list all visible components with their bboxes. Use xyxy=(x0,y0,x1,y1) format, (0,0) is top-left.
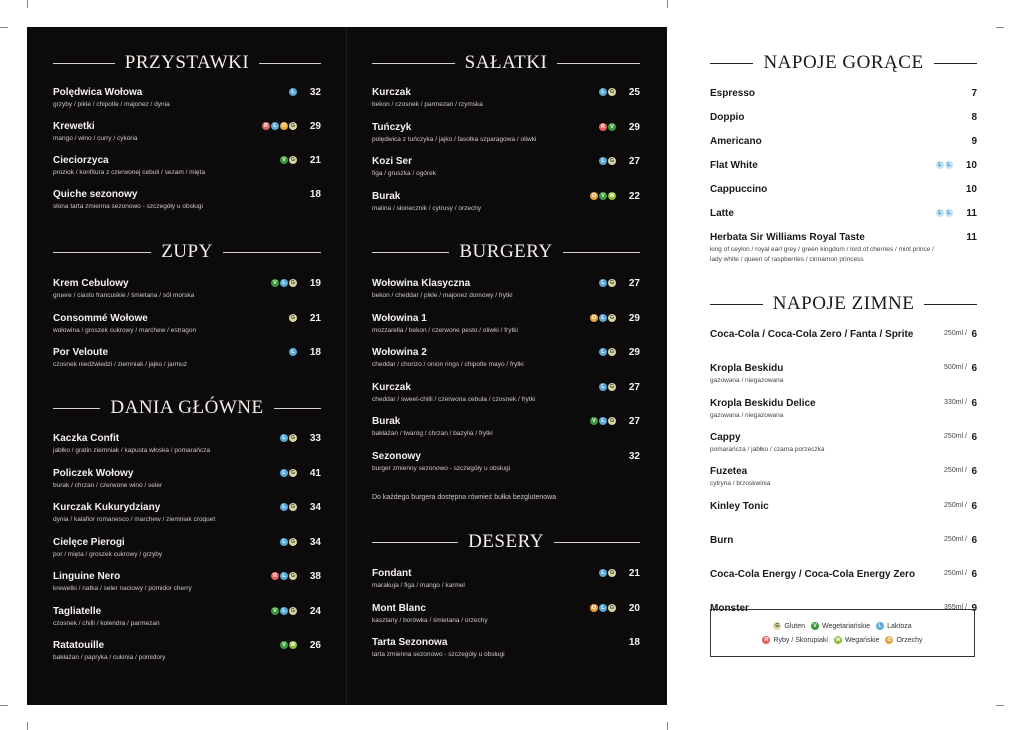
vegetarian-icon: V xyxy=(280,641,288,649)
item-price: 6 xyxy=(971,397,977,409)
menu-item xyxy=(372,313,640,335)
item-price: 10 xyxy=(965,160,977,171)
section-title: DANIA GŁÓWNE xyxy=(110,397,264,418)
section-title: BURGERY xyxy=(459,241,553,262)
lactose-icon: L xyxy=(599,417,607,425)
menu-item xyxy=(372,122,640,144)
item-name: Cappy xyxy=(710,431,741,443)
allergen-icons xyxy=(599,383,616,391)
item-price: 6 xyxy=(971,569,977,581)
gluten-icon: G xyxy=(609,570,615,576)
drink-item xyxy=(710,363,977,385)
lactose-icon: L xyxy=(289,348,297,356)
gluten-icon: G xyxy=(609,158,615,164)
menu-item xyxy=(53,189,321,211)
item-price: 29 xyxy=(628,347,640,358)
menu-item xyxy=(53,313,321,335)
lactose-icon: L xyxy=(936,161,944,169)
gluten-icon: G xyxy=(609,314,615,321)
item-name: Herbata Sir Williams Royal Taste xyxy=(710,232,865,243)
item-price: 7 xyxy=(971,88,977,99)
section-salatki xyxy=(372,51,640,212)
item-description: king of ceylon / royal earl grey / green kingdom / lord of cherries / mint prince / xyxy=(710,246,934,253)
lactose-icon: L xyxy=(936,209,944,217)
menu-item xyxy=(53,571,321,593)
menu-item xyxy=(372,451,640,473)
item-description: pomarańcza / jabłko / czarna porzeczka xyxy=(710,445,825,453)
item-price: 29 xyxy=(309,121,321,132)
item-description: malina / słonecznik / cytrusy / orzechy xyxy=(372,204,482,212)
nuts-icon: O xyxy=(591,192,597,199)
section-desery xyxy=(372,530,640,658)
lactose-icon: L xyxy=(599,569,607,577)
item-name: Krewetki xyxy=(53,121,95,132)
gluten-icon: G xyxy=(290,157,296,163)
item-name: Fondant xyxy=(372,568,412,579)
item-name: Kurczak xyxy=(372,381,411,393)
nuts-icon: O xyxy=(887,637,892,643)
item-name: Kinley Tonic xyxy=(710,500,769,512)
menu-item xyxy=(372,156,640,178)
menu-item xyxy=(710,232,977,264)
item-volume: 250ml / xyxy=(944,501,967,509)
item-price: 10 xyxy=(965,184,977,195)
menu-item xyxy=(710,112,977,124)
menu-item xyxy=(372,278,640,300)
menu-item xyxy=(372,603,640,625)
legend-label: Wegańskie xyxy=(844,636,880,644)
section-title: PRZYSTAWKI xyxy=(124,52,250,73)
allergen-icons xyxy=(280,434,297,442)
lactose-icon: L xyxy=(271,122,279,130)
item-name: Fuzetea xyxy=(710,466,748,478)
item-description: gruere / ciasto francuskie / śmietana / sól morska xyxy=(53,292,195,299)
item-description: mango / wino / curry / cykoria xyxy=(53,135,138,142)
item-description: lady white / queen of raspberries / cinnamon princess xyxy=(710,256,864,263)
item-price: 6 xyxy=(971,329,977,340)
item-volume: 355ml / xyxy=(944,604,967,612)
allergen-icons xyxy=(280,156,297,164)
item-description: burak / chrzan / czerwone wino / seler xyxy=(53,481,163,489)
drink-item xyxy=(710,501,977,513)
menu-item xyxy=(710,136,977,148)
gluten-icon: G xyxy=(290,123,296,129)
item-price: 27 xyxy=(628,381,640,393)
legend-label: Wegetariańskie xyxy=(821,622,871,630)
item-price: 21 xyxy=(309,312,321,324)
allergen-icons xyxy=(590,192,616,200)
item-price: 11 xyxy=(966,232,977,243)
item-description: gazowana / niegazowana xyxy=(710,411,784,419)
allergen-icons xyxy=(271,607,297,615)
item-price: 22 xyxy=(628,190,640,202)
item-name: Burak xyxy=(372,416,401,427)
item-price: 33 xyxy=(309,433,321,444)
lactose-icon: L xyxy=(876,622,884,630)
item-description: polędwica z tuńczyka / jajko / fasolka szparagowa / oliwki xyxy=(372,135,537,143)
allergen-icons xyxy=(599,88,616,96)
lactose-icon: L xyxy=(599,314,607,322)
item-name: Cappuccino xyxy=(710,184,768,195)
section-title: DESERY xyxy=(468,531,544,552)
legend-label: Orzechy xyxy=(896,636,923,644)
legend-label: Ryby / Skorupiaki xyxy=(773,636,828,644)
item-volume: 250ml / xyxy=(944,467,967,475)
allergen-icons xyxy=(599,348,616,356)
crop-mark xyxy=(996,27,1004,28)
menu-item xyxy=(53,87,321,109)
allergen-icons xyxy=(599,569,616,577)
item-price: 19 xyxy=(309,278,321,289)
item-price: 9 xyxy=(971,603,977,615)
item-description: cytryna / brzoskwinia xyxy=(710,480,771,488)
item-description: wołowina / groszek cukrowy / marchew / estragon xyxy=(53,326,197,334)
item-name: Cieciorzyca xyxy=(53,155,109,166)
item-price: 11 xyxy=(966,208,977,219)
lactose-icon: L xyxy=(280,572,288,580)
vegan-icon: W xyxy=(835,637,841,643)
item-description: bakłażan / papryka / cukinia / pomidory xyxy=(53,654,166,661)
vegetarian-icon: V xyxy=(599,192,607,200)
vegetarian-icon: V xyxy=(608,123,616,131)
drink-item xyxy=(710,398,977,420)
menu-item xyxy=(372,191,640,213)
item-price: 18 xyxy=(309,347,321,358)
legend-label: Gluten xyxy=(784,622,805,630)
item-description: czosnek niedźwiedzi / ziemniak / jajko / jarmuż xyxy=(53,361,188,368)
page-fold xyxy=(346,27,347,705)
gluten-icon: G xyxy=(290,469,296,476)
vegan-icon: W xyxy=(290,642,296,648)
item-name: Kaczka Confit xyxy=(53,433,120,444)
item-name: Consommé Wołowe xyxy=(53,312,148,324)
item-volume: 250ml / xyxy=(944,535,967,543)
vegan-icon: W xyxy=(609,192,615,199)
section-napoje-zimne xyxy=(710,292,977,615)
nuts-icon: O xyxy=(591,604,597,611)
item-name: Kropla Beskidu Delice xyxy=(710,397,816,409)
item-description: grzyby / pikle / chipotle / majonez / dynia xyxy=(53,101,170,108)
item-volume: 250ml / xyxy=(944,432,967,440)
allergen-icons xyxy=(590,604,616,612)
gluten-icon: G xyxy=(290,314,296,321)
fish-icon: R xyxy=(262,122,270,130)
item-price: 18 xyxy=(309,189,321,200)
item-price: 24 xyxy=(309,605,321,617)
section-title: NAPOJE GORĄCE xyxy=(763,52,924,73)
menu-item xyxy=(53,468,321,490)
item-description: czosnek / chilli / kolendra / parmezan xyxy=(53,619,160,627)
item-name: Krem Cebulowy xyxy=(53,278,129,289)
menu-item xyxy=(53,640,321,662)
lactose-icon: L xyxy=(280,469,288,477)
lactose-icon: L xyxy=(599,157,607,165)
item-description: proziok / konfitura z czerwonej cebuli / sezam / mięta xyxy=(53,169,206,176)
item-name: Kropla Beskidu xyxy=(710,363,784,375)
menu-item xyxy=(710,160,977,172)
vegetarian-icon: V xyxy=(811,622,819,630)
vegetarian-icon: V xyxy=(271,279,279,287)
gluten-icon: G xyxy=(290,607,296,614)
item-name: Kurczak xyxy=(372,87,411,98)
item-description: mozzarella / bekon / czerwone pesto / oliwki / frytki xyxy=(372,326,518,334)
item-name: Americano xyxy=(710,136,762,147)
menu-item xyxy=(710,88,977,100)
section-zupy xyxy=(53,240,321,368)
gluten-icon: G xyxy=(609,349,615,355)
item-name: Cielęce Pierogi xyxy=(53,536,125,548)
menu-item xyxy=(710,208,977,220)
item-name: Monster xyxy=(710,603,749,615)
item-price: 34 xyxy=(309,502,321,513)
allergen-icons xyxy=(599,123,616,131)
gluten-icon: G xyxy=(609,383,615,390)
item-name: Wołowina Klasyczna xyxy=(372,278,471,289)
menu-item xyxy=(372,416,640,438)
lactose-icon: L xyxy=(945,161,953,169)
item-description: krewetki / natka / seler naciowy / pomidor cherry xyxy=(53,585,192,592)
item-price: 29 xyxy=(628,121,640,133)
menu-item xyxy=(53,537,321,559)
burger-note: Do każdego burgera dostępna również bułka bezglutenowa xyxy=(372,494,557,501)
drink-item xyxy=(710,432,977,454)
gluten-icon: G xyxy=(609,280,615,286)
item-price: 41 xyxy=(309,467,321,479)
crop-mark xyxy=(996,705,1004,706)
section-title: SAŁATKI xyxy=(464,52,548,73)
section-burgery xyxy=(372,240,640,501)
lactose-icon: L xyxy=(599,88,607,96)
gluten-icon: G xyxy=(290,435,296,441)
item-name: Burn xyxy=(710,534,734,546)
legend-label: Laktoza xyxy=(887,622,912,630)
item-price: 20 xyxy=(628,602,640,614)
allergen-icons xyxy=(289,314,297,322)
item-description: marakuja / figa / mango / karmel xyxy=(372,582,465,589)
drink-item xyxy=(710,466,977,488)
item-description: por / mięta / groszek cukrowy / grzyby xyxy=(53,550,163,558)
allergen-icons xyxy=(590,314,616,322)
crop-mark xyxy=(667,722,668,730)
section-title: NAPOJE ZIMNE xyxy=(772,293,915,314)
lactose-icon: L xyxy=(280,538,288,546)
menu-item xyxy=(372,568,640,590)
item-price: 27 xyxy=(628,416,640,427)
lactose-icon: L xyxy=(599,279,607,287)
lactose-icon: L xyxy=(945,209,953,217)
allergen-icons xyxy=(936,161,953,169)
menu-item xyxy=(372,637,640,659)
item-name: Burak xyxy=(372,190,401,202)
menu-item xyxy=(53,606,321,628)
lactose-icon: L xyxy=(280,607,288,615)
nuts-icon: O xyxy=(591,314,597,321)
item-price: 29 xyxy=(628,312,640,324)
gluten-icon: G xyxy=(290,538,296,545)
drink-item xyxy=(710,535,977,547)
allergen-icons xyxy=(599,157,616,165)
crop-mark xyxy=(0,27,8,28)
lactose-icon: L xyxy=(289,88,297,96)
item-description: cheddar / sweet-chilli / czerwona cebula / czosnek / frytki xyxy=(372,395,536,403)
item-name: Kurczak Kukurydziany xyxy=(53,502,161,513)
lactose-icon: L xyxy=(599,383,607,391)
item-price: 6 xyxy=(971,466,977,478)
item-description: bakłażan / twaróg / chrzan / bazylia / frytki xyxy=(372,430,493,437)
item-price: 27 xyxy=(628,278,640,289)
menu-item xyxy=(53,347,321,369)
lactose-icon: L xyxy=(280,434,288,442)
item-name: Quiche sezonowy xyxy=(53,189,138,200)
allergen-legend xyxy=(710,609,975,657)
drink-item xyxy=(710,569,977,581)
gluten-icon: G xyxy=(609,604,615,611)
item-name: Policzek Wołowy xyxy=(53,467,134,479)
item-description: bekon / cheddar / pikle / majonez domowy / frytki xyxy=(372,292,513,299)
menu-item xyxy=(53,433,321,455)
section-napoje-gorace xyxy=(710,51,977,263)
vegetarian-icon: V xyxy=(590,417,598,425)
menu-item xyxy=(53,278,321,300)
item-price: 6 xyxy=(971,363,977,375)
lactose-icon: L xyxy=(599,348,607,356)
allergen-icons xyxy=(262,122,297,130)
allergen-icons xyxy=(271,572,297,580)
item-name: Flat White xyxy=(710,160,758,171)
item-price: 38 xyxy=(309,571,321,582)
item-price: 21 xyxy=(309,155,321,166)
item-description: cheddar / chorizo / onion rings / chipotle mayo / frytki xyxy=(372,361,524,368)
item-name: Latte xyxy=(710,208,734,219)
section-przystawki xyxy=(53,51,321,210)
fish-icon: R xyxy=(271,572,279,580)
allergen-icons xyxy=(289,348,297,356)
item-description: tarta zmienna sezonowo - szczegóły u obsługi xyxy=(372,651,505,658)
menu-item xyxy=(372,382,640,404)
menu-item xyxy=(372,347,640,369)
crop-mark xyxy=(0,705,8,706)
item-volume: 250ml / xyxy=(944,570,967,578)
menu-item xyxy=(53,121,321,143)
allergen-icons xyxy=(280,641,297,649)
item-name: Tagliatelle xyxy=(53,605,102,617)
item-name: Tuńczyk xyxy=(372,121,412,133)
item-name: Tarta Sezonowa xyxy=(372,637,448,648)
item-volume: 250ml / xyxy=(944,330,967,337)
item-description: bekon / czosnek / parmezan / rzymska xyxy=(372,101,483,108)
lactose-icon: L xyxy=(280,503,288,511)
allergen-icons xyxy=(280,469,297,477)
crop-mark xyxy=(27,0,28,8)
crop-mark xyxy=(27,722,28,730)
nuts-icon: O xyxy=(281,123,287,129)
fish-icon: R xyxy=(762,636,770,644)
allergen-icons xyxy=(599,279,616,287)
allergen-icons xyxy=(280,538,297,546)
item-name: Wołowina 2 xyxy=(372,347,427,358)
item-price: 8 xyxy=(971,112,977,123)
item-name: Wołowina 1 xyxy=(372,312,427,324)
item-volume: 500ml / xyxy=(944,364,967,372)
item-description: burger zmienny sezonowo - szczegóły u obsługi xyxy=(372,464,511,472)
item-price: 34 xyxy=(309,536,321,548)
item-name: Coca-Cola / Coca-Cola Zero / Fanta / Sprite xyxy=(710,329,914,340)
allergen-icons xyxy=(271,279,297,287)
menu-item xyxy=(372,87,640,109)
item-name: Coca-Cola Energy / Coca-Cola Energy Zero xyxy=(710,569,916,581)
gluten-icon: G xyxy=(609,418,615,424)
item-price: 26 xyxy=(309,640,321,651)
section-dania-glowne xyxy=(53,396,321,661)
item-price: 32 xyxy=(628,450,640,462)
item-name: Kozi Ser xyxy=(372,156,413,167)
item-price: 27 xyxy=(628,156,640,167)
item-price: 6 xyxy=(971,534,977,546)
menu-item xyxy=(710,184,977,196)
item-description: jabłko / gratin ziemniak / kapusta włoska / pomarańcza xyxy=(53,447,211,454)
item-description: słona tarta zmienna sezonowo - szczegóły u obsługi xyxy=(53,203,203,210)
item-name: Polędwica Wołowa xyxy=(53,87,143,98)
item-volume: 330ml / xyxy=(944,398,967,406)
lactose-icon: L xyxy=(280,279,288,287)
gluten-icon: G xyxy=(609,89,615,95)
item-description: gazowana / niegazowana xyxy=(710,377,784,385)
menu-item xyxy=(53,155,321,177)
item-price: 18 xyxy=(628,637,640,648)
item-name: Sezonowy xyxy=(372,450,421,462)
lactose-icon: L xyxy=(599,604,607,612)
item-description: kasztany / borówka / śmietana / orzechy xyxy=(372,616,488,624)
section-title: ZUPY xyxy=(161,241,213,262)
item-name: Linguine Nero xyxy=(53,571,121,582)
menu-item xyxy=(53,502,321,524)
vegetarian-icon: V xyxy=(271,607,279,615)
allergen-icons xyxy=(936,209,953,217)
gluten-icon: G xyxy=(775,623,780,629)
item-description: dynia / kalafior romanesco / marchew / ziemniak croquet xyxy=(53,516,216,523)
item-name: Mont Blanc xyxy=(372,602,426,614)
allergen-icons xyxy=(590,417,616,425)
allergen-icons xyxy=(289,88,297,96)
item-description: figa / gruszka / ogórek xyxy=(372,170,436,177)
drink-item xyxy=(710,329,977,341)
gluten-icon: G xyxy=(290,280,296,286)
gluten-icon: G xyxy=(290,573,296,579)
crop-mark xyxy=(667,0,668,8)
fish-icon: R xyxy=(599,123,607,131)
item-name: Doppio xyxy=(710,112,745,123)
item-price: 25 xyxy=(628,87,640,98)
item-name: Espresso xyxy=(710,88,756,99)
item-name: Por Veloute xyxy=(53,347,109,358)
vegetarian-icon: V xyxy=(280,156,288,164)
item-price: 6 xyxy=(971,500,977,512)
gluten-icon: G xyxy=(290,504,296,510)
item-name: Ratatouille xyxy=(53,640,105,651)
item-price: 9 xyxy=(971,136,977,147)
item-price: 6 xyxy=(971,431,977,443)
item-price: 21 xyxy=(628,568,640,579)
item-price: 32 xyxy=(309,87,321,98)
allergen-icons xyxy=(280,503,297,511)
